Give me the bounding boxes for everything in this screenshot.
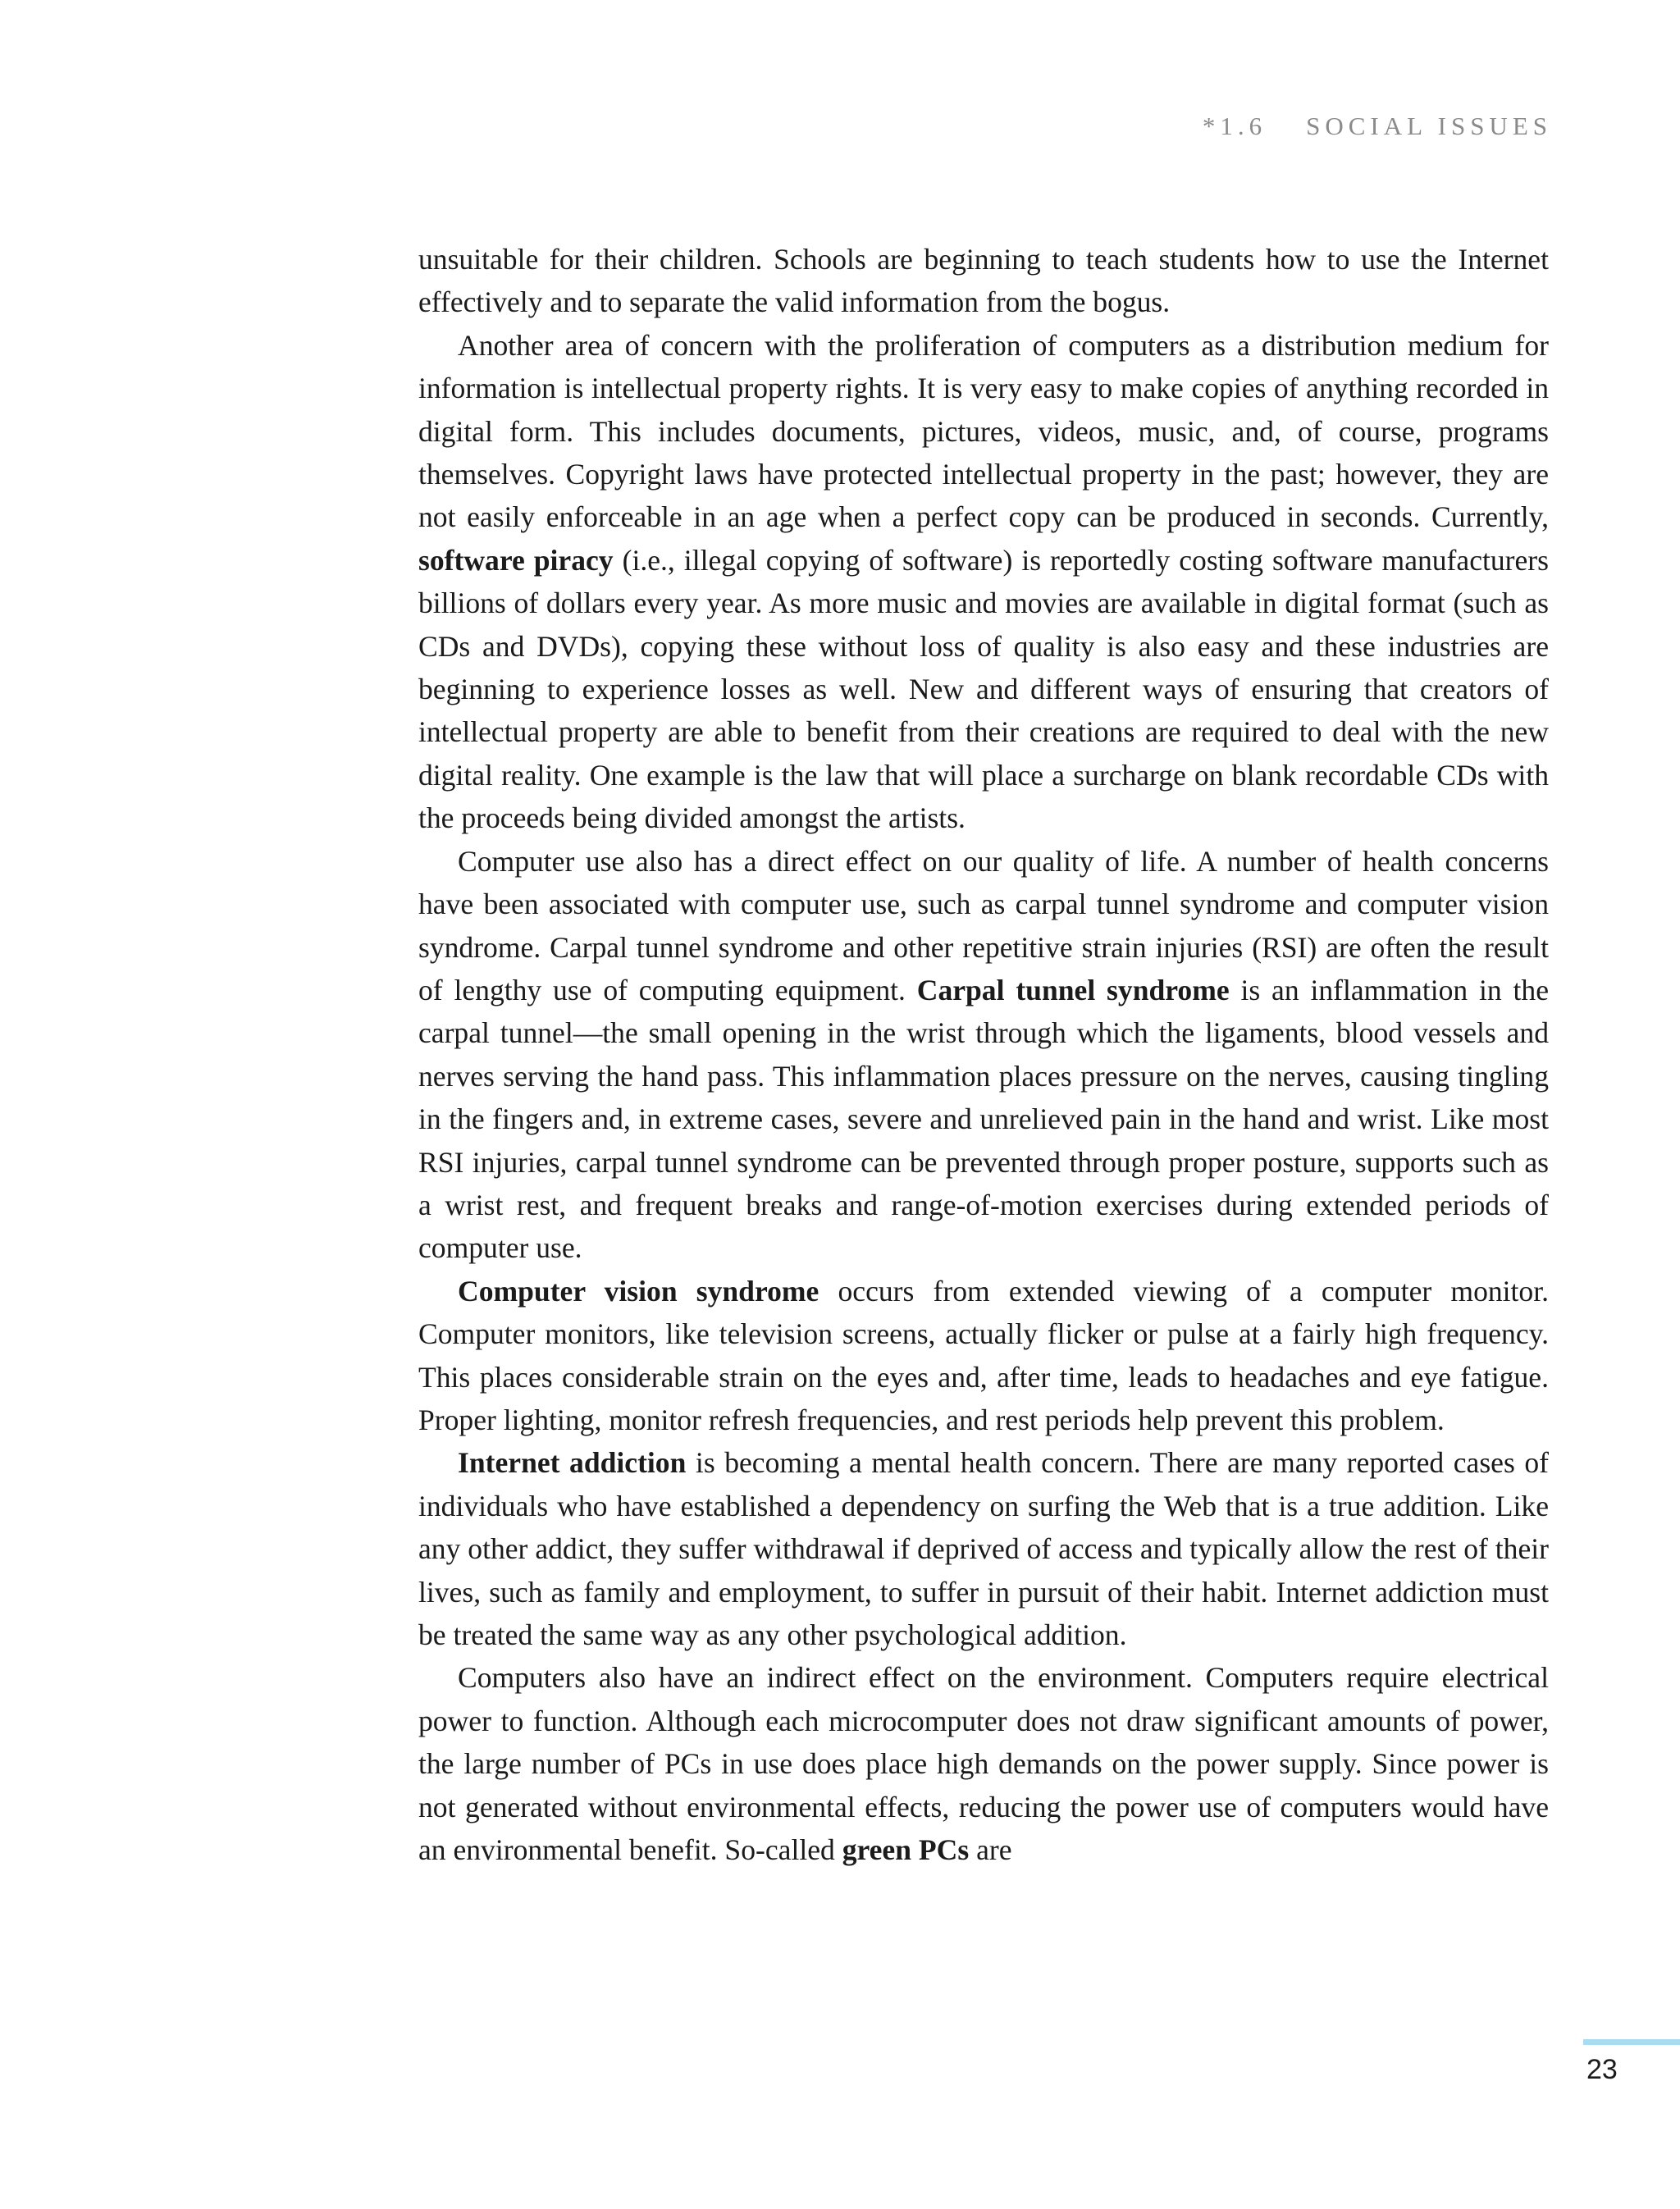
paragraph-text: unsuitable for their children. Schools are beginning to teach students how to use the Internet effectively and to separate the valid information from the bogus. xyxy=(418,243,1549,319)
paragraph-3 xyxy=(418,840,1549,1270)
page-number: 23 xyxy=(1586,2054,1618,2085)
paragraph-6 xyxy=(418,1656,1549,1871)
section-title: SOCIAL ISSUES xyxy=(1306,112,1552,140)
body-text xyxy=(418,238,1549,1871)
paragraph-1 xyxy=(418,238,1549,324)
paragraph-text: are xyxy=(969,1833,1012,1867)
paragraph-text: is an inflammation in the carpal tunnel—the small opening in the wrist through which the ligaments, blood vessels and nerves serving the hand pass. This inflammation places pressure on the nerves, causing tingling in the fingers and, in extreme cases, severe and unrelieved pain in the hand and wrist. Like most RSI injuries, carpal tunnel syndrome can be prevented through proper posture, supports such as a wrist rest, and frequent breaks and range-of-motion exercises during extended periods of computer use. xyxy=(418,973,1550,1265)
paragraph-2 xyxy=(418,324,1549,840)
paragraph-text: Computer use also has a direct effect on our quality of life. A number of health concerns have been associated with computer use, such as carpal tunnel syndrome and computer vision syndrome. Carpal tunnel syndrome and other repetitive strain injuries (RSI) are often the result of lengthy use of computing equipment. xyxy=(418,844,1549,1006)
page-number-rule xyxy=(1583,2039,1680,2045)
term-software-piracy: software piracy xyxy=(418,543,614,577)
paragraph-text: Computers also have an indirect effect on the environment. Computers require electrical power to function. Although each microcomputer does not draw significant amounts of power, the large number of PCs in use does place high demands on the power supply. Since power is not generated without environmental effects, reducing the power use of computers would have an environmental benefit. So-called xyxy=(418,1661,1549,1867)
term-internet-addiction: Internet addiction xyxy=(458,1446,687,1480)
term-computer-vision-syndrome: Computer vision syndrome xyxy=(458,1274,819,1308)
paragraph-4 xyxy=(418,1270,1549,1442)
paragraph-5 xyxy=(418,1441,1549,1656)
paragraph-text: occurs from extended viewing of a computer monitor. Computer monitors, like television screens, actually flicker or pulse at a fairly high frequency. This places considerable strain on the eyes and, after time, leads to headaches and eye fatigue. Proper lighting, monitor refresh frequencies, and rest periods help prevent this problem. xyxy=(418,1274,1549,1436)
term-green-pcs: green PCs xyxy=(842,1833,970,1867)
paragraph-text: is becoming a mental health concern. There are many reported cases of individuals who have established a dependency on surfing the Web that is a true addition. Like any other addict, they suffer withdrawal if deprived of access and typically allow the rest of their lives, such as family and employment, to suffer in pursuit of their habit. Internet addiction must be treated the same way as any other psychological addition. xyxy=(418,1446,1550,1651)
paragraph-text: (i.e., illegal copying of software) is reportedly costing software manufacturers billions of dollars every year. As more music and movies are available in digital format (such as CDs and DVDs), copying these without loss of quality is also easy and these industries are beginning to experience losses as well. New and different ways of ensuring that creators of intellectual property are able to benefit from their creations are required to deal with the new digital reality. One example is the law that will place a surcharge on blank recordable CDs with the proceeds being divided amongst the artists. xyxy=(418,543,1549,835)
term-carpal-tunnel-syndrome: Carpal tunnel syndrome xyxy=(916,973,1230,1006)
paragraph-text: Another area of concern with the proliferation of computers as a distribution medium for information is intellectual property rights. It is very easy to make copies of anything recorded in digital form. This includes documents, pictures, videos, music, and, of course, programs themselves. Copyright laws have protected intellectual property in the past; however, they are not easily enforceable in an age when a perfect copy can be produced in seconds. Currently, xyxy=(418,328,1549,534)
running-header xyxy=(1203,112,1552,141)
section-number: *1.6 xyxy=(1202,112,1267,140)
